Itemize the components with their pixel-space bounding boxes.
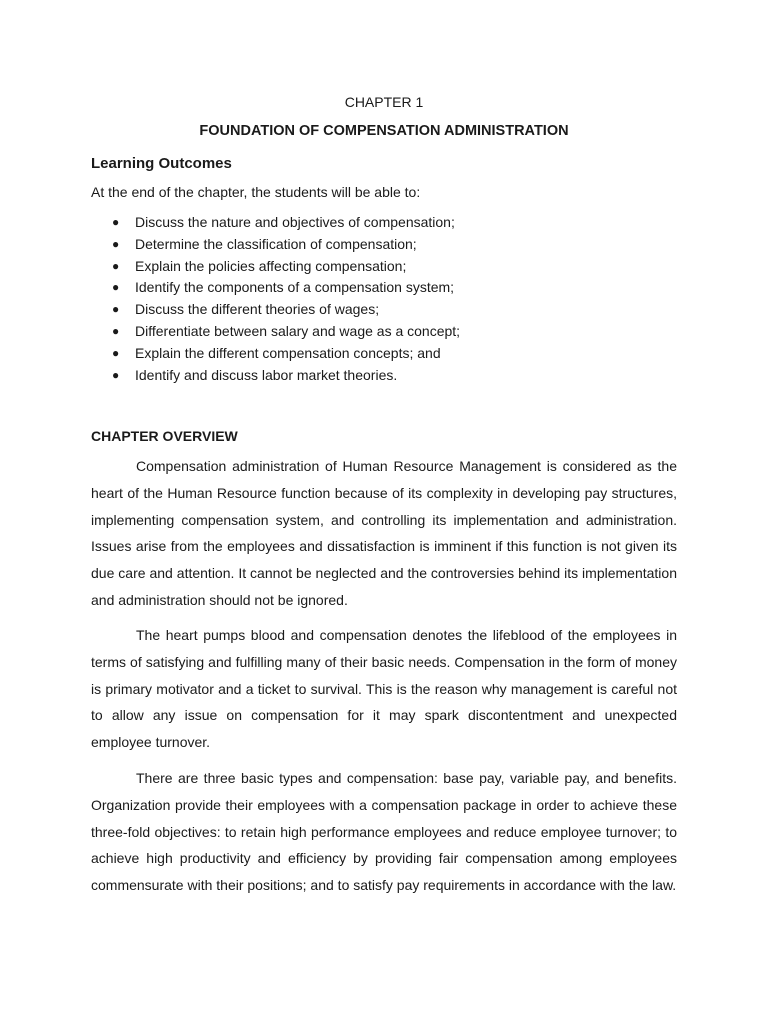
outcome-item — [91, 321, 460, 343]
outcome-item — [91, 234, 460, 256]
bullet-icon: ● — [112, 258, 120, 273]
outcome-item — [91, 299, 460, 321]
outcome-item — [91, 343, 460, 365]
learning-outcomes-list — [91, 212, 460, 386]
outcome-text: Identify and discuss labor market theories. — [135, 366, 398, 383]
outcome-text: Explain the different compensation concepts; and — [135, 344, 441, 361]
overview-paragraph: The heart pumps blood and compensation denotes the lifeblood of the employees in terms of satisfying and fulfilling many of their basic needs. Compensation in the form of money is primary motivator and a ticket to survival. This is the reason why management is careful not to allow any issue on compensation for it may spark discontentment and unexpected employee turnover. — [91, 627, 677, 751]
chapter-title: FOUNDATION OF COMPENSATION ADMINISTRATION — [199, 123, 569, 139]
outcome-text: Determine the classification of compensation; — [135, 235, 417, 252]
bullet-icon: ● — [112, 302, 120, 317]
overview-paragraph: Compensation administration of Human Resource Management is considered as the heart of the Human Resource function because of its complexity in developing pay structures, implementing compensation system, and controlling its implementation and administration. Issues arise from the employees and dissatisfaction is imminent if this function is not given its due care and attention. It cannot be neglected and the controversies behind its implementation and administration should not be ignored. — [91, 458, 677, 608]
outcome-text: Discuss the nature and objectives of compensation; — [135, 214, 455, 230]
outcome-item — [91, 277, 460, 299]
outcome-text: Identify the components of a compensation system; — [135, 279, 455, 296]
outcome-text: Discuss the different theories of wages; — [135, 301, 380, 318]
bullet-icon: ● — [112, 215, 120, 229]
chapter-overview-heading: CHAPTER OVERVIEW — [91, 428, 238, 444]
outcome-item — [91, 256, 460, 278]
learning-outcomes-heading: Learning Outcomes — [91, 155, 232, 172]
overview-paragraph: There are three basic types and compensation: base pay, variable pay, and benefits. Organization provide their employees with a compensation package in order to achieve these three-fold objectives: to retain high performance employees and reduce employee turnover; to achieve high productivity and efficiency by providing fair compensation among employees commensurate with their positions; and to satisfy pay requirements in accordance with the law. — [91, 770, 677, 894]
outcome-item — [91, 365, 460, 387]
bullet-icon: ● — [112, 236, 120, 251]
bullet-icon: ● — [112, 345, 120, 360]
outcome-item — [91, 212, 460, 234]
chapter-label: CHAPTER 1 — [344, 94, 424, 110]
bullet-icon: ● — [112, 323, 120, 338]
outcome-text: Differentiate between salary and wage as a concept; — [135, 322, 461, 339]
learning-outcomes-intro: At the end of the chapter, the students will be able to: — [91, 184, 421, 200]
outcome-text: Explain the policies affecting compensation; — [135, 257, 407, 274]
bullet-icon: ● — [112, 280, 120, 295]
bullet-icon: ● — [112, 367, 120, 382]
